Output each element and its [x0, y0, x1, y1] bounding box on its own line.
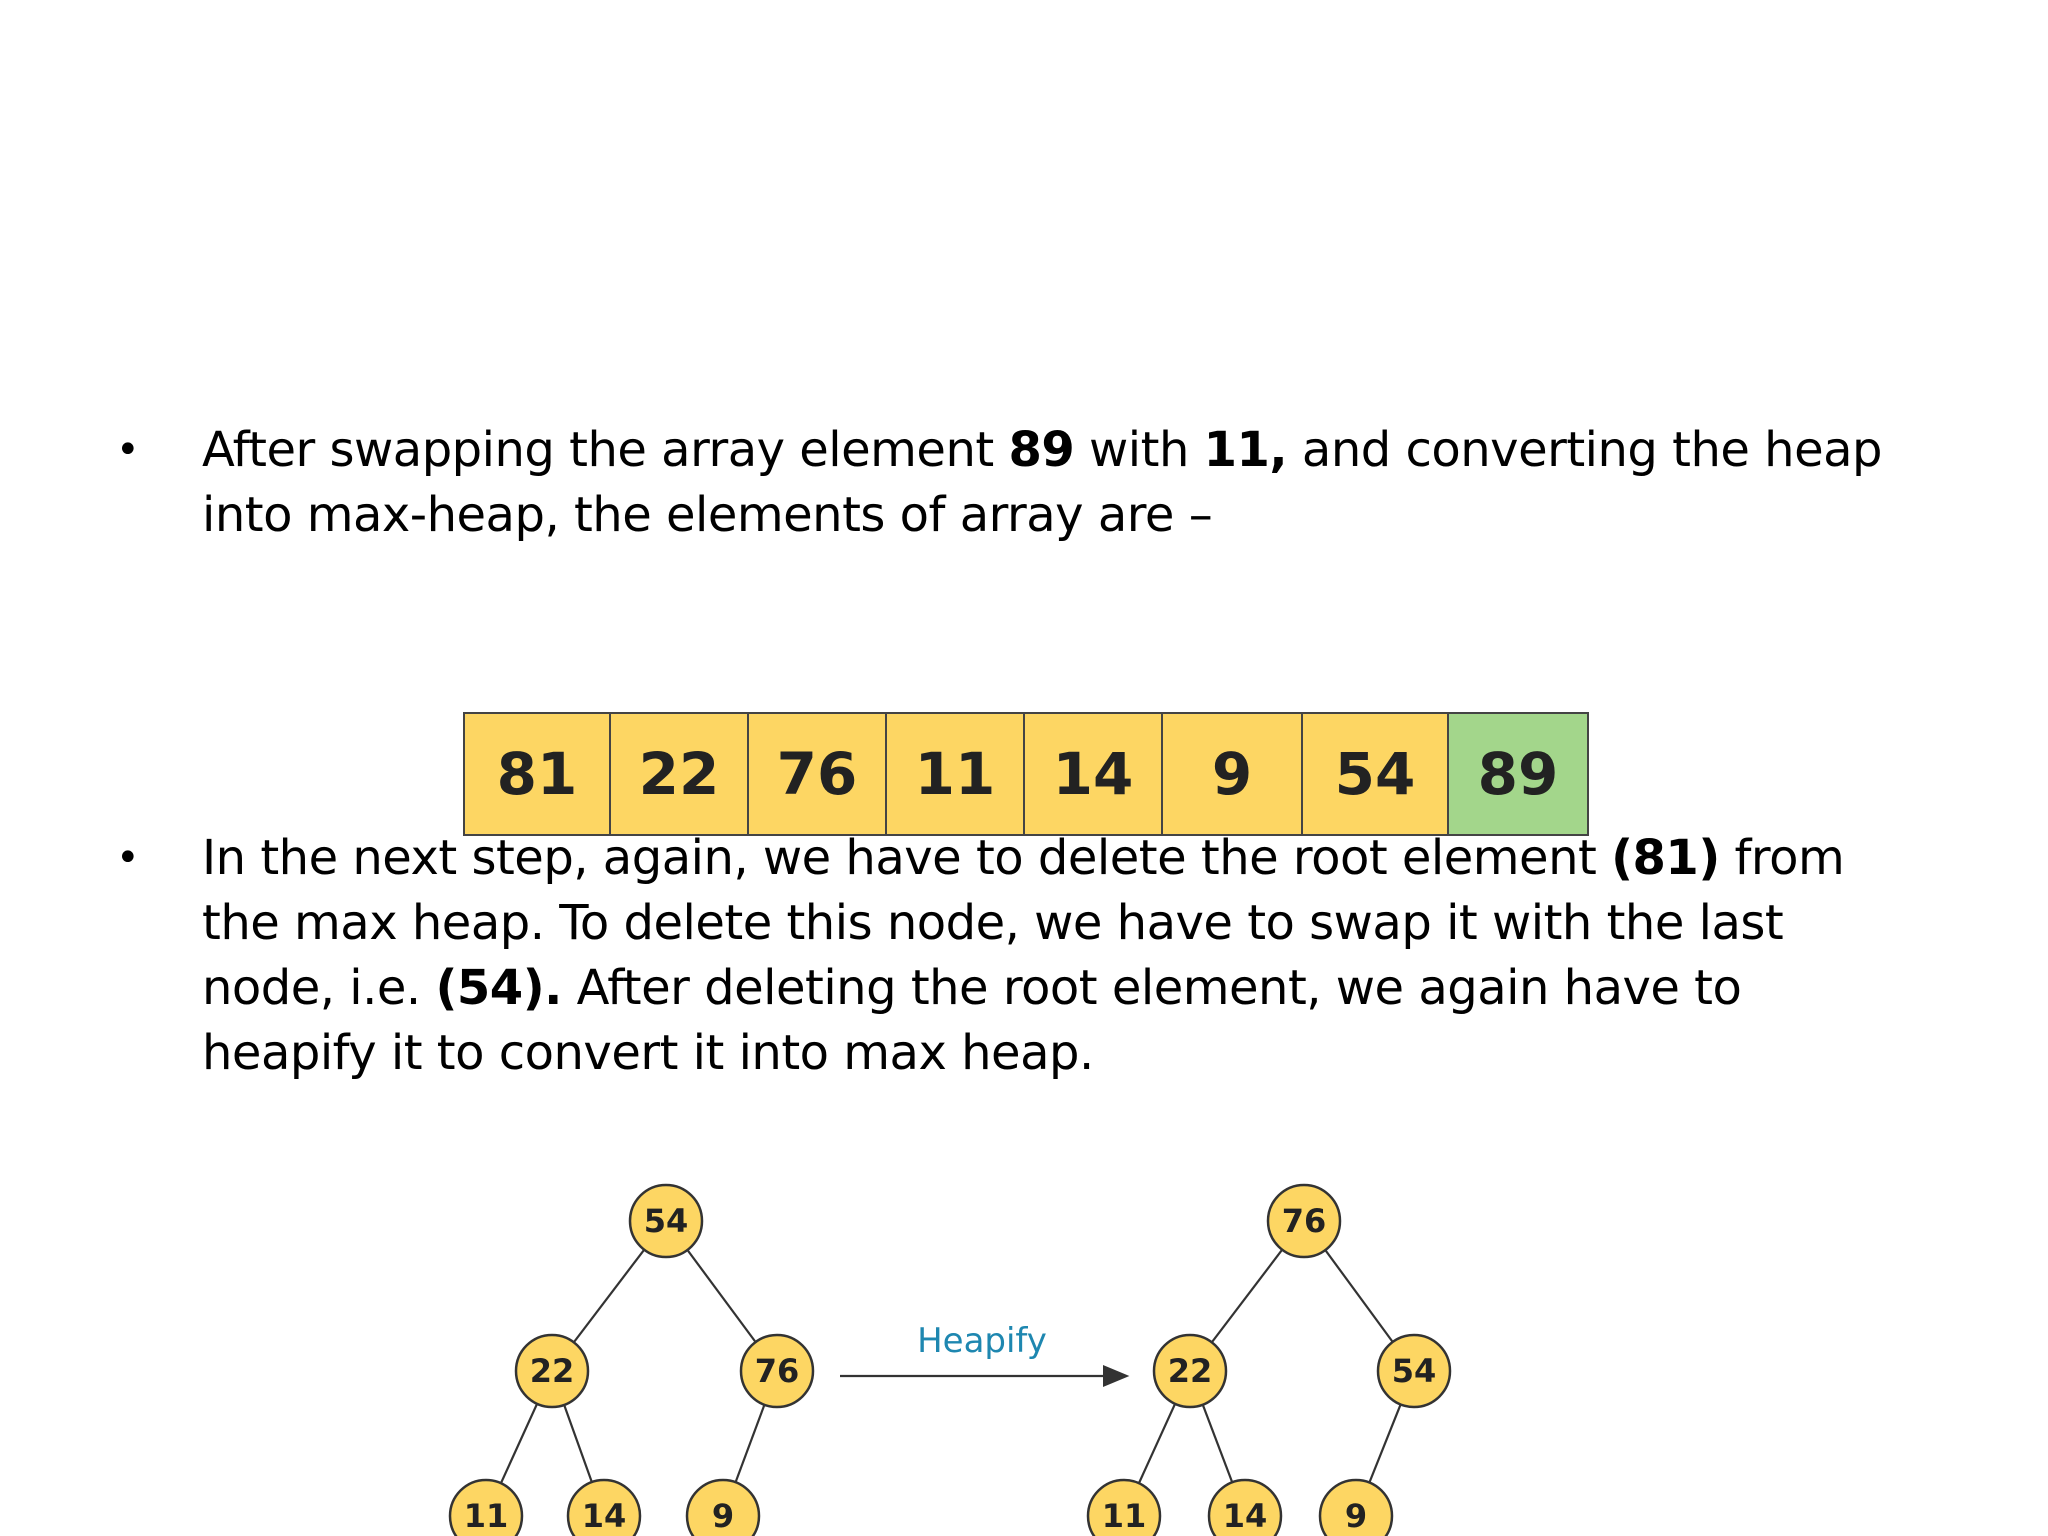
bold-value-81: (81) — [1611, 830, 1720, 886]
tree-node-11 — [1088, 1480, 1160, 1536]
array-cell-81: 81 — [465, 714, 611, 834]
tree-node-11 — [450, 1480, 522, 1536]
node-label: 54 — [1391, 1352, 1437, 1390]
tree-node-14 — [1209, 1480, 1281, 1536]
tree-node-9 — [1320, 1480, 1392, 1536]
text-segment: In the next step, again, we have to delete the root element — [202, 830, 1612, 886]
heapify-label: Heapify — [917, 1321, 1047, 1361]
array-cell-22: 22 — [611, 714, 749, 834]
node-label: 11 — [1101, 1497, 1147, 1535]
text-segment: After swapping the array element — [202, 422, 1009, 478]
bold-value-89: 89 — [1008, 422, 1075, 478]
text-segment: and converting the heap into max-heap, the elements of array are – — [202, 422, 1882, 543]
tree-node-22 — [1154, 1335, 1226, 1407]
tree-node-54 — [1378, 1335, 1450, 1407]
node-label: 76 — [1281, 1202, 1327, 1240]
bullet-dot-icon: • — [116, 427, 140, 473]
node-label: 22 — [529, 1352, 575, 1390]
text-segment: After deleting the root element, we again have to heapify it to convert it into max heap. — [202, 960, 1742, 1081]
tree-node-14 — [568, 1480, 640, 1536]
tree-node-54 — [630, 1185, 702, 1257]
node-label: 22 — [1167, 1352, 1213, 1390]
array-cell-89: 89 — [1449, 714, 1587, 834]
tree-node-76 — [741, 1335, 813, 1407]
array-cell-76: 76 — [749, 714, 887, 834]
text-segment: with — [1074, 422, 1204, 478]
node-label: 54 — [643, 1202, 689, 1240]
bold-value-54: (54). — [435, 960, 562, 1016]
array-cell-54: 54 — [1303, 714, 1449, 834]
tree-node-9 — [687, 1480, 759, 1536]
node-label: 9 — [1344, 1497, 1368, 1535]
tree-node-76 — [1268, 1185, 1340, 1257]
node-label: 76 — [754, 1352, 800, 1390]
text-segment: from the max heap. To delete this node, we have to swap it with the last node, i.e. — [202, 830, 1845, 1016]
bullet-dot-icon: • — [116, 835, 140, 881]
node-label: 14 — [1222, 1497, 1268, 1535]
array-cell-9: 9 — [1163, 714, 1303, 834]
tree-node-22 — [516, 1335, 588, 1407]
array-cell-11: 11 — [887, 714, 1025, 834]
node-label: 11 — [463, 1497, 509, 1535]
node-label: 14 — [581, 1497, 627, 1535]
array-cell-14: 14 — [1025, 714, 1163, 834]
node-label: 9 — [711, 1497, 735, 1535]
bold-value-11: 11, — [1203, 422, 1288, 478]
